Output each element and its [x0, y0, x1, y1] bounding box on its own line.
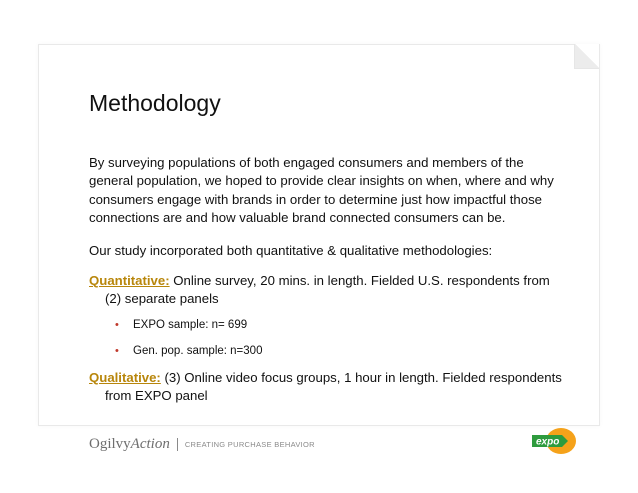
qualitative-section	[89, 369, 569, 406]
methodologies-paragraph: Our study incorporated both quantitative & qualitative methodologies:	[89, 242, 493, 258]
qualitative-text: (3) Online video focus groups, 1 hour in length. Fielded respondents from EXPO panel	[105, 369, 562, 404]
quantitative-label: Quantitative:	[89, 273, 170, 289]
quantitative-text: Online survey, 20 mins. in length. Fielded U.S. respondents from (2) separate panels	[105, 273, 550, 307]
action-logo-text: Action	[130, 435, 170, 452]
tagline: CREATING PURCHASE BEHAVIOR	[184, 439, 315, 449]
list-item-text: Gen. pop. sample: n=300	[133, 344, 263, 357]
bullet-icon: •	[115, 318, 119, 331]
list-item	[89, 317, 569, 333]
footer-divider	[177, 438, 178, 451]
qualitative-label: Qualitative:	[89, 369, 161, 385]
body-text	[89, 154, 569, 406]
page-fold-corner	[574, 44, 599, 69]
list-item-text: EXPO sample: n= 699	[133, 318, 248, 331]
list-item	[89, 343, 569, 359]
intro-paragraph: By surveying populations of both engaged consumers and members of the general population, we hoped to provide clear insights on when, where and why consumers engage with brands in order to determine just how impactful those connections are and how valuable brand connected consumers can be.	[89, 155, 554, 226]
expo-logo-text: expo	[536, 436, 560, 448]
quantitative-section	[89, 272, 569, 309]
expo-logo-icon	[528, 426, 578, 456]
sample-list	[89, 317, 569, 359]
bullet-icon: •	[115, 344, 119, 357]
page-title: Methodology	[89, 90, 221, 116]
ogilvy-logo-text: Ogilvy	[89, 435, 131, 452]
footer-brand	[89, 434, 315, 454]
